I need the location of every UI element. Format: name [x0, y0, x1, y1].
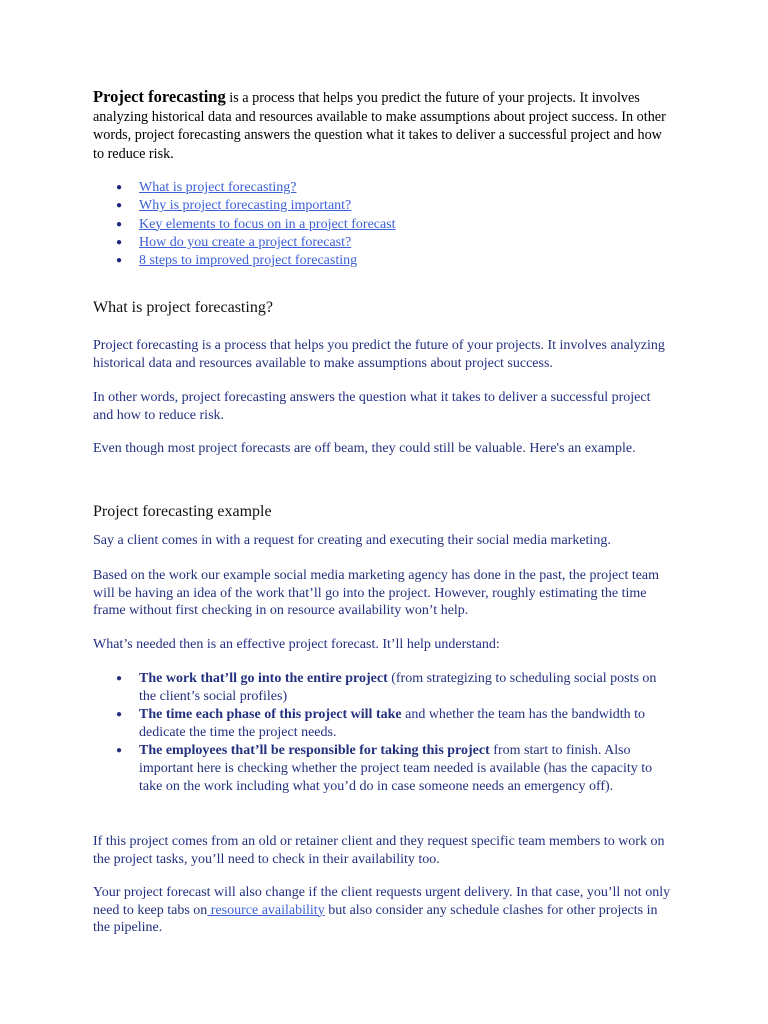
paragraph: If this project comes from an old or retainer client and they request specific team members to work on the project tasks, you’ll need to check in their availability too.: [93, 834, 665, 867]
toc-item: [93, 197, 673, 215]
list-item: [93, 670, 673, 706]
resource-availability-link[interactable]: resource availability: [207, 902, 325, 918]
forecast-benefits-list: [93, 670, 673, 796]
list-item-text: from start to finish. Also important here is checking whether the project team needed is available (has the capacity to take on the work including what you’d do in case someone needs an emergency off).: [139, 743, 653, 794]
list-item-text: (from strategizing to scheduling social posts on the client’s social profiles): [139, 671, 657, 704]
toc-link-what-is[interactable]: What is project forecasting?: [139, 180, 297, 195]
toc-link-8-steps[interactable]: 8 steps to improved project forecasting: [139, 253, 358, 269]
list-item-bold: The work that’ll go into the entire project: [139, 671, 388, 686]
section-heading-what-is: What is project forecasting?: [93, 299, 273, 316]
paragraph: Even though most project forecasts are off beam, they could still be valuable. Here's an example.: [93, 441, 636, 456]
paragraph: Say a client comes in with a request for creating and executing their social media marketing.: [93, 533, 611, 548]
toc-item: [93, 216, 673, 234]
toc-item: [93, 179, 673, 197]
toc-link-key-elements[interactable]: Key elements to focus on in a project forecast: [139, 216, 396, 232]
toc-item: [93, 234, 673, 252]
paragraph: Project forecasting is a process that helps you predict the future of your projects. It involves analyzing historical data and resources available to make assumptions about project success.: [93, 338, 665, 371]
list-item-bold: The time each phase of this project will take: [139, 707, 402, 722]
paragraph: Based on the work our example social media marketing agency has done in the past, the project team will be having an idea of the work that’ll go into the project. However, roughly estimating the time frame without first checking in on resource availability won’t help.: [93, 568, 660, 618]
intro-paragraph: [93, 88, 673, 163]
paragraph: What’s needed then is an effective project forecast. It’ll help understand:: [93, 637, 500, 652]
list-item: [93, 742, 673, 796]
toc-item: [93, 252, 673, 270]
list-item-bold: The employees that’ll be responsible for taking this project: [139, 743, 490, 758]
list-item-text: and whether the team has the bandwidth to dedicate the time the project needs.: [139, 707, 645, 740]
paragraph: [93, 884, 673, 937]
toc-link-why-important[interactable]: Why is project forecasting important?: [139, 198, 352, 214]
paragraph-text: but also consider any schedule clashes for other projects in the pipeline.: [93, 902, 658, 935]
intro-text: is a process that helps you predict the future of your projects. It involves analyzing historical data and resources available to make assumptions about project success. In other words, project forecasting answers the question what it takes to deliver a successful project and how to reduce risk.: [93, 90, 666, 162]
table-of-contents: [93, 179, 673, 270]
paragraph-text: Your project forecast will also change if the client requests urgent delivery. In that case, you’ll not only need to keep tabs on: [93, 885, 671, 918]
paragraph: In other words, project forecasting answers the question what it takes to deliver a successful project and how to reduce risk.: [93, 390, 651, 423]
list-item: [93, 706, 673, 742]
section-heading-example: Project forecasting example: [93, 503, 272, 520]
toc-link-how-create[interactable]: How do you create a project forecast?: [139, 234, 352, 250]
intro-lead-term: Project forecasting: [93, 87, 226, 106]
